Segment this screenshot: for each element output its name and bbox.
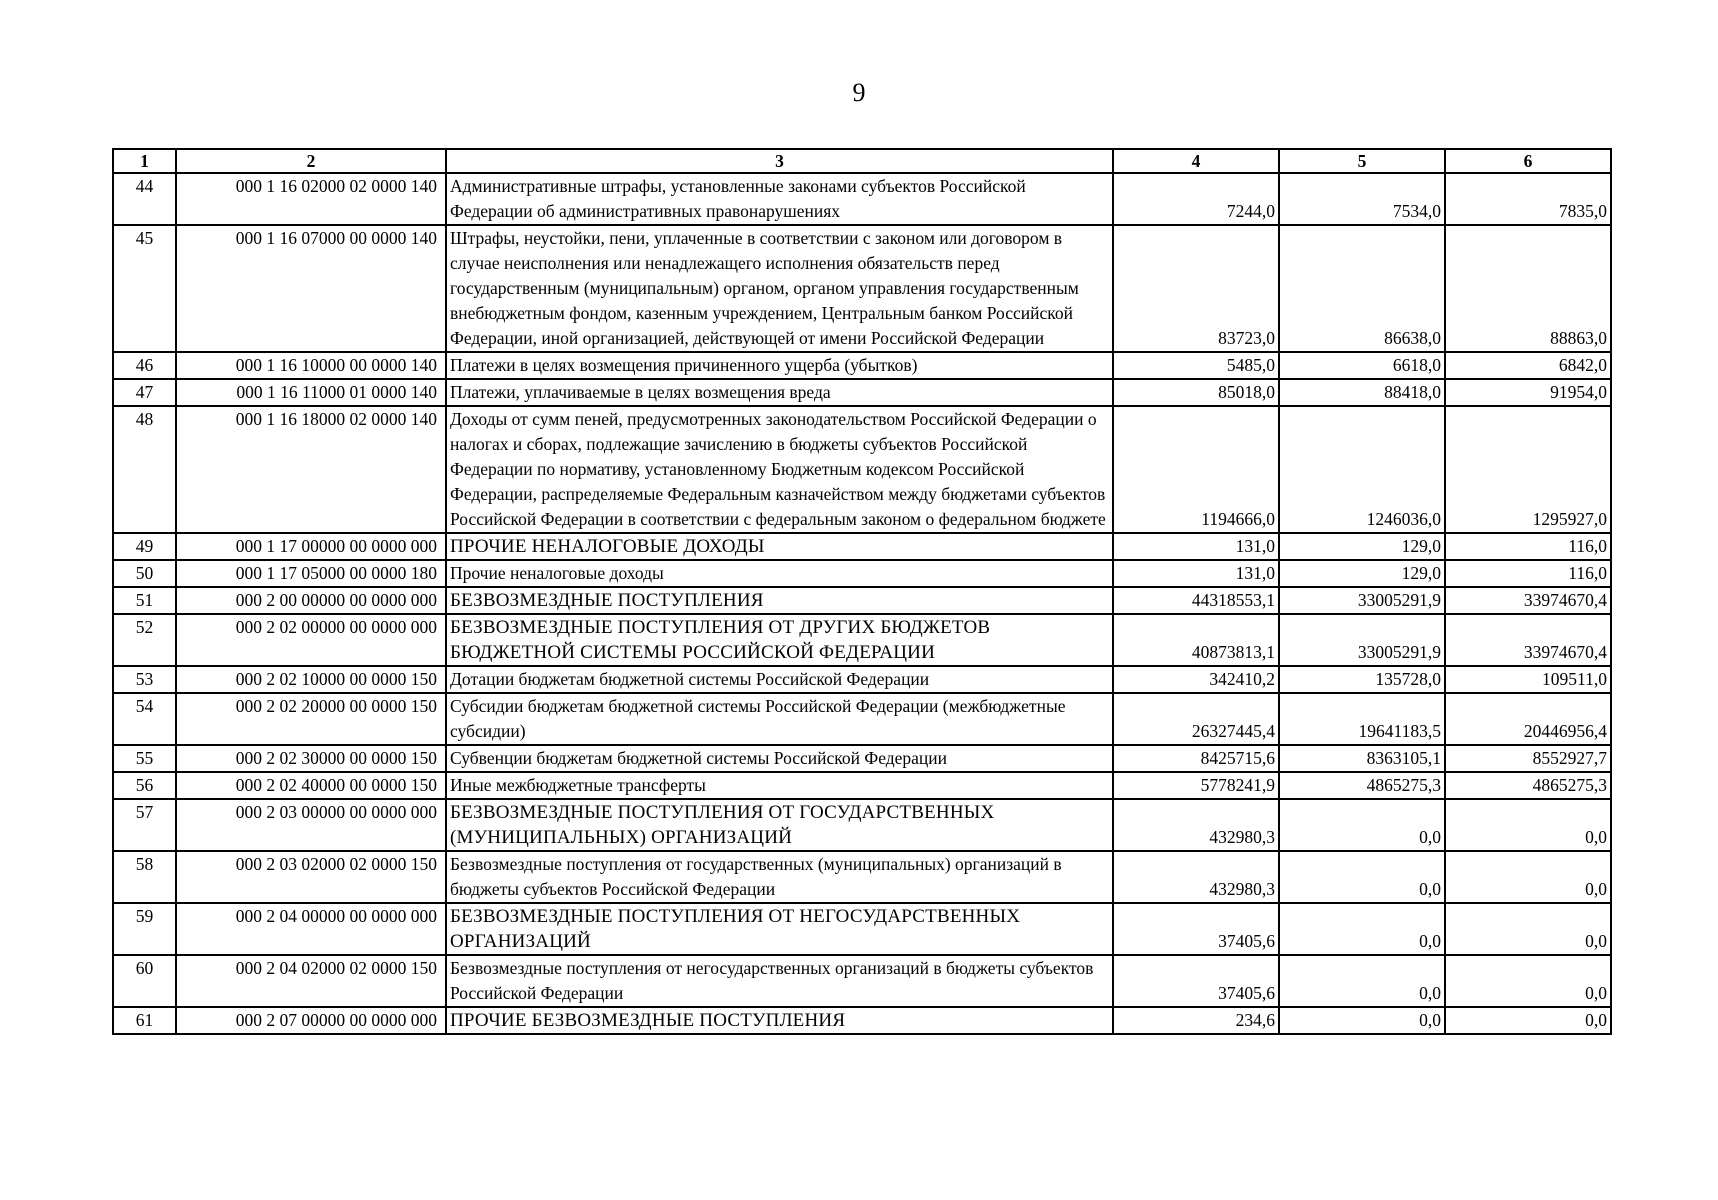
budget-code: 000 1 16 11000 01 0000 140 [176, 379, 446, 406]
value-col-5: 19641183,5 [1279, 693, 1445, 745]
budget-code: 000 2 00 00000 00 0000 000 [176, 587, 446, 614]
value-col-4: 342410,2 [1113, 666, 1279, 693]
value-col-5: 7534,0 [1279, 173, 1445, 225]
table-row [113, 1007, 1611, 1034]
row-number: 46 [113, 352, 176, 379]
value-col-4: 131,0 [1113, 560, 1279, 587]
value-col-4: 44318553,1 [1113, 587, 1279, 614]
value-col-6: 7835,0 [1445, 173, 1611, 225]
revenue-name: Доходы от сумм пеней, предусмотренных законодательством Российской Федерации о налогах и сборах, подлежащие зачислению в бюджеты субъектов Российской Федерации по нормативу, установленному Бюджетным кодексом Российской Федерации, распределяемые Федеральным казначейством между бюджетами субъектов Российской Федерации в соответствии с федеральным законом о федеральном бюджете [446, 406, 1113, 533]
value-col-4: 26327445,4 [1113, 693, 1279, 745]
table-row [113, 772, 1611, 799]
budget-code: 000 2 07 00000 00 0000 000 [176, 1007, 446, 1034]
revenue-name: Штрафы, неустойки, пени, уплаченные в соответствии с законом или договором в случае неисполнения или ненадлежащего исполнения обязательств перед государственным (муниципальным) органом, органом управления государственным внебюджетным фондом, казенным учреждением, Центральным банком Российской Федерации, иной организацией, действующей от имени Российской Федерации [446, 225, 1113, 352]
table-row [113, 851, 1611, 903]
revenue-name: Субсидии бюджетам бюджетной системы Российской Федерации (межбюджетные субсидии) [446, 693, 1113, 745]
value-col-6: 8552927,7 [1445, 745, 1611, 772]
column-header-value-4: 4 [1113, 149, 1279, 173]
budget-code: 000 2 02 10000 00 0000 150 [176, 666, 446, 693]
value-col-4: 7244,0 [1113, 173, 1279, 225]
value-col-4: 85018,0 [1113, 379, 1279, 406]
value-col-6: 116,0 [1445, 560, 1611, 587]
row-number: 44 [113, 173, 176, 225]
column-header-name: 3 [446, 149, 1113, 173]
row-number: 54 [113, 693, 176, 745]
table-row [113, 225, 1611, 352]
table-row [113, 379, 1611, 406]
value-col-5: 0,0 [1279, 903, 1445, 955]
value-col-5: 0,0 [1279, 799, 1445, 851]
table-row [113, 666, 1611, 693]
revenue-name: БЕЗВОЗМЕЗДНЫЕ ПОСТУПЛЕНИЯ ОТ НЕГОСУДАРСТВЕННЫХ ОРГАНИЗАЦИЙ [446, 903, 1113, 955]
column-header-code: 2 [176, 149, 446, 173]
value-col-5: 129,0 [1279, 560, 1445, 587]
value-col-6: 1295927,0 [1445, 406, 1611, 533]
value-col-6: 0,0 [1445, 1007, 1611, 1034]
revenue-name: Безвозмездные поступления от государственных (муниципальных) организаций в бюджеты субъектов Российской Федерации [446, 851, 1113, 903]
table-row [113, 560, 1611, 587]
table-row [113, 614, 1611, 666]
table-row [113, 745, 1611, 772]
revenue-name: Прочие неналоговые доходы [446, 560, 1113, 587]
revenue-name: Дотации бюджетам бюджетной системы Российской Федерации [446, 666, 1113, 693]
value-col-4: 5778241,9 [1113, 772, 1279, 799]
revenue-name: БЕЗВОЗМЕЗДНЫЕ ПОСТУПЛЕНИЯ ОТ ДРУГИХ БЮДЖЕТОВ БЮДЖЕТНОЙ СИСТЕМЫ РОССИЙСКОЙ ФЕДЕРАЦИИ [446, 614, 1113, 666]
budget-code: 000 1 16 18000 02 0000 140 [176, 406, 446, 533]
budget-code: 000 1 16 02000 02 0000 140 [176, 173, 446, 225]
revenue-name: БЕЗВОЗМЕЗДНЫЕ ПОСТУПЛЕНИЯ [446, 587, 1113, 614]
column-header-no: 1 [113, 149, 176, 173]
row-number: 58 [113, 851, 176, 903]
table-row [113, 533, 1611, 560]
table-row [113, 173, 1611, 225]
value-col-4: 37405,6 [1113, 955, 1279, 1007]
budget-code: 000 2 02 20000 00 0000 150 [176, 693, 446, 745]
value-col-6: 88863,0 [1445, 225, 1611, 352]
value-col-5: 33005291,9 [1279, 614, 1445, 666]
row-number: 55 [113, 745, 176, 772]
value-col-4: 83723,0 [1113, 225, 1279, 352]
table-row [113, 352, 1611, 379]
revenue-name: Платежи, уплачиваемые в целях возмещения вреда [446, 379, 1113, 406]
value-col-5: 6618,0 [1279, 352, 1445, 379]
budget-code: 000 2 03 00000 00 0000 000 [176, 799, 446, 851]
value-col-5: 0,0 [1279, 1007, 1445, 1034]
budget-code: 000 2 02 40000 00 0000 150 [176, 772, 446, 799]
budget-code: 000 2 03 02000 02 0000 150 [176, 851, 446, 903]
row-number: 49 [113, 533, 176, 560]
row-number: 47 [113, 379, 176, 406]
value-col-6: 109511,0 [1445, 666, 1611, 693]
value-col-4: 5485,0 [1113, 352, 1279, 379]
column-header-value-6: 6 [1445, 149, 1611, 173]
revenue-name: ПРОЧИЕ НЕНАЛОГОВЫЕ ДОХОДЫ [446, 533, 1113, 560]
value-col-4: 1194666,0 [1113, 406, 1279, 533]
value-col-5: 8363105,1 [1279, 745, 1445, 772]
table-row [113, 799, 1611, 851]
revenue-name: Платежи в целях возмещения причиненного ущерба (убытков) [446, 352, 1113, 379]
value-col-4: 432980,3 [1113, 851, 1279, 903]
value-col-5: 88418,0 [1279, 379, 1445, 406]
value-col-4: 131,0 [1113, 533, 1279, 560]
row-number: 45 [113, 225, 176, 352]
table-row [113, 903, 1611, 955]
column-header-value-5: 5 [1279, 149, 1445, 173]
value-col-6: 0,0 [1445, 799, 1611, 851]
budget-code: 000 2 02 00000 00 0000 000 [176, 614, 446, 666]
value-col-5: 135728,0 [1279, 666, 1445, 693]
row-number: 61 [113, 1007, 176, 1034]
table-body [113, 173, 1611, 1034]
row-number: 56 [113, 772, 176, 799]
value-col-6: 0,0 [1445, 955, 1611, 1007]
value-col-5: 86638,0 [1279, 225, 1445, 352]
table-row [113, 693, 1611, 745]
header-row [113, 149, 1611, 173]
row-number: 53 [113, 666, 176, 693]
value-col-4: 234,6 [1113, 1007, 1279, 1034]
table-row [113, 587, 1611, 614]
budget-code: 000 1 16 07000 00 0000 140 [176, 225, 446, 352]
value-col-4: 432980,3 [1113, 799, 1279, 851]
budget-code: 000 1 17 00000 00 0000 000 [176, 533, 446, 560]
value-col-6: 0,0 [1445, 903, 1611, 955]
budget-code: 000 2 04 02000 02 0000 150 [176, 955, 446, 1007]
value-col-5: 0,0 [1279, 955, 1445, 1007]
row-number: 59 [113, 903, 176, 955]
budget-table [112, 148, 1612, 1035]
value-col-5: 1246036,0 [1279, 406, 1445, 533]
revenue-name: Иные межбюджетные трансферты [446, 772, 1113, 799]
revenue-name: Административные штрафы, установленные законами субъектов Российской Федерации об административных правонарушениях [446, 173, 1113, 225]
revenue-name: БЕЗВОЗМЕЗДНЫЕ ПОСТУПЛЕНИЯ ОТ ГОСУДАРСТВЕННЫХ (МУНИЦИПАЛЬНЫХ) ОРГАНИЗАЦИЙ [446, 799, 1113, 851]
budget-code: 000 1 16 10000 00 0000 140 [176, 352, 446, 379]
budget-code: 000 2 02 30000 00 0000 150 [176, 745, 446, 772]
value-col-5: 33005291,9 [1279, 587, 1445, 614]
value-col-6: 4865275,3 [1445, 772, 1611, 799]
value-col-6: 33974670,4 [1445, 587, 1611, 614]
value-col-6: 20446956,4 [1445, 693, 1611, 745]
value-col-5: 4865275,3 [1279, 772, 1445, 799]
value-col-6: 0,0 [1445, 851, 1611, 903]
page-number: 9 [852, 78, 866, 107]
revenue-name: Безвозмездные поступления от негосударственных организаций в бюджеты субъектов Российской Федерации [446, 955, 1113, 1007]
value-col-6: 116,0 [1445, 533, 1611, 560]
row-number: 48 [113, 406, 176, 533]
value-col-6: 6842,0 [1445, 352, 1611, 379]
value-col-6: 33974670,4 [1445, 614, 1611, 666]
revenue-name: ПРОЧИЕ БЕЗВОЗМЕЗДНЫЕ ПОСТУПЛЕНИЯ [446, 1007, 1113, 1034]
value-col-4: 37405,6 [1113, 903, 1279, 955]
value-col-4: 40873813,1 [1113, 614, 1279, 666]
budget-code: 000 1 17 05000 00 0000 180 [176, 560, 446, 587]
value-col-4: 8425715,6 [1113, 745, 1279, 772]
row-number: 51 [113, 587, 176, 614]
table-row [113, 406, 1611, 533]
value-col-6: 91954,0 [1445, 379, 1611, 406]
budget-code: 000 2 04 00000 00 0000 000 [176, 903, 446, 955]
value-col-5: 0,0 [1279, 851, 1445, 903]
table-row [113, 955, 1611, 1007]
row-number: 50 [113, 560, 176, 587]
revenue-name: Субвенции бюджетам бюджетной системы Российской Федерации [446, 745, 1113, 772]
value-col-5: 129,0 [1279, 533, 1445, 560]
row-number: 52 [113, 614, 176, 666]
row-number: 60 [113, 955, 176, 1007]
row-number: 57 [113, 799, 176, 851]
